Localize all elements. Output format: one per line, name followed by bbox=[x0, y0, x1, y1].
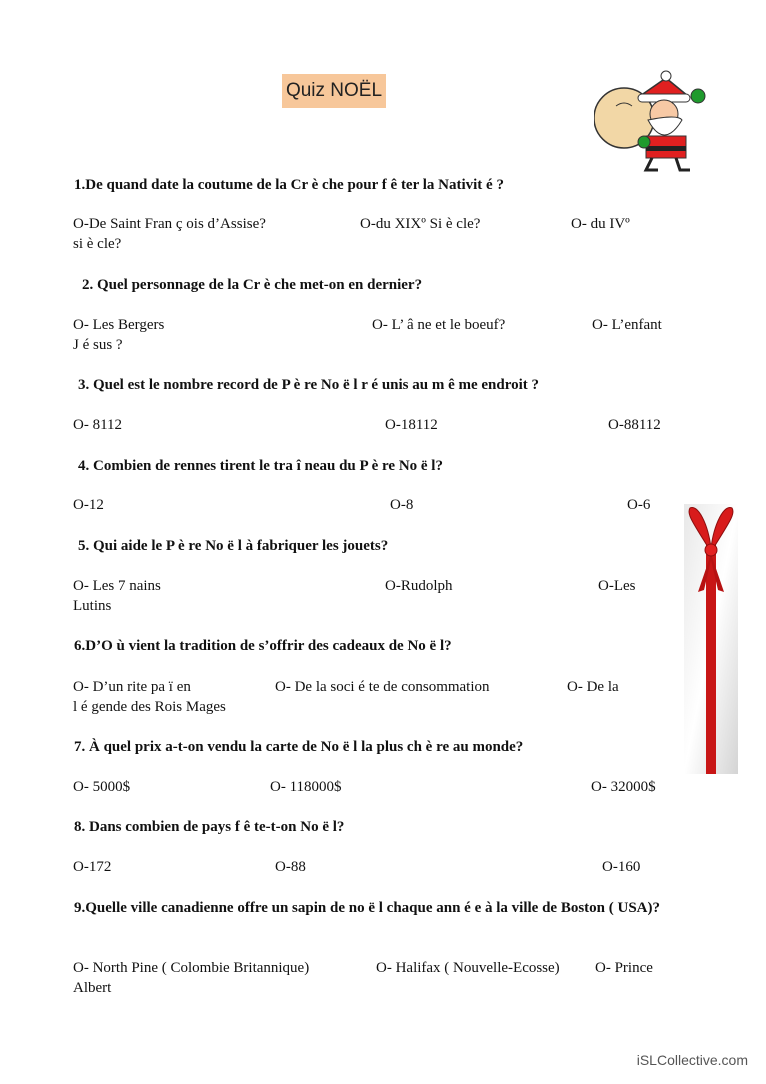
option-2-continuation: J é sus ? bbox=[73, 337, 123, 353]
question-5: 5. Qui aide le P è re No ë l à fabriquer les jouets? bbox=[78, 538, 389, 554]
question-8: 8. Dans combien de pays f ê te-t-on No ë l? bbox=[74, 819, 345, 835]
option-3a: O- 8112 bbox=[73, 417, 123, 433]
option-4c: O-6 bbox=[627, 497, 651, 513]
option-5-continuation: Lutins bbox=[73, 598, 112, 614]
option-5b: O-Rudolph bbox=[385, 578, 453, 594]
option-7c: O- 32000$ bbox=[591, 779, 656, 795]
santa-illustration bbox=[594, 66, 714, 174]
option-3b: O-18112 bbox=[385, 417, 438, 433]
question-4: 4. Combien de rennes tirent le tra î neau du P è re No ë l? bbox=[78, 458, 443, 474]
option-8b: O-88 bbox=[275, 859, 306, 875]
question-1: 1.De quand date la coutume de la Cr è che pour f ê ter la Nativit é ? bbox=[74, 177, 504, 193]
option-4a: O-12 bbox=[73, 497, 104, 513]
option-5a: O- Les 7 nains bbox=[73, 578, 161, 594]
option-7b: O- 118000$ bbox=[270, 779, 342, 795]
option-9a: O- North Pine ( Colombie Britannique) bbox=[73, 960, 310, 976]
option-1b: O-du XIXº Si è cle? bbox=[360, 216, 481, 232]
question-6: 6.D’O ù vient la tradition de s’offrir des cadeaux de No ë l? bbox=[74, 638, 452, 654]
option-8a: O-172 bbox=[73, 859, 112, 875]
page-title: Quiz NOËL bbox=[282, 74, 386, 108]
question-3: 3. Quel est le nombre record de P è re No ë l r é unis au m ê me endroit ? bbox=[78, 377, 540, 393]
option-8c: O-160 bbox=[602, 859, 641, 875]
option-9c: O- Prince bbox=[595, 960, 653, 976]
option-9-continuation: Albert bbox=[73, 980, 112, 996]
option-6b: O- De la soci é te de consommation bbox=[275, 679, 490, 695]
option-9b: O- Halifax ( Nouvelle-Ecosse) bbox=[376, 960, 560, 976]
option-7a: O- 5000$ bbox=[73, 779, 131, 795]
option-3c: O-88112 bbox=[608, 417, 661, 433]
option-5c: O-Les bbox=[598, 578, 636, 594]
option-6a: O- D’un rite pa ï en bbox=[73, 679, 191, 695]
option-1a: O-De Saint Fran ç ois d’Assise? bbox=[73, 216, 266, 232]
ribbon-decoration bbox=[684, 504, 738, 774]
option-1-continuation: si è cle? bbox=[73, 236, 122, 252]
question-2: 2. Quel personnage de la Cr è che met-on en dernier? bbox=[82, 277, 423, 293]
option-4b: O-8 bbox=[390, 497, 414, 513]
question-7: 7. À quel prix a-t-on vendu la carte de No ë l la plus ch è re au monde? bbox=[74, 739, 524, 755]
option-6c: O- De la bbox=[567, 679, 619, 695]
question-9: 9.Quelle ville canadienne offre un sapin de no ë l chaque ann é e à la ville de Boston ( USA)? bbox=[74, 900, 661, 916]
option-1c: O- du IVº bbox=[571, 216, 630, 232]
option-2b: O- L’ â ne et le boeuf? bbox=[372, 317, 506, 333]
option-6-continuation: l é gende des Rois Mages bbox=[73, 699, 226, 715]
option-2c: O- L’enfant bbox=[592, 317, 662, 333]
option-2a: O- Les Bergers bbox=[73, 317, 165, 333]
site-watermark: iSLCollective.com bbox=[636, 1052, 748, 1068]
